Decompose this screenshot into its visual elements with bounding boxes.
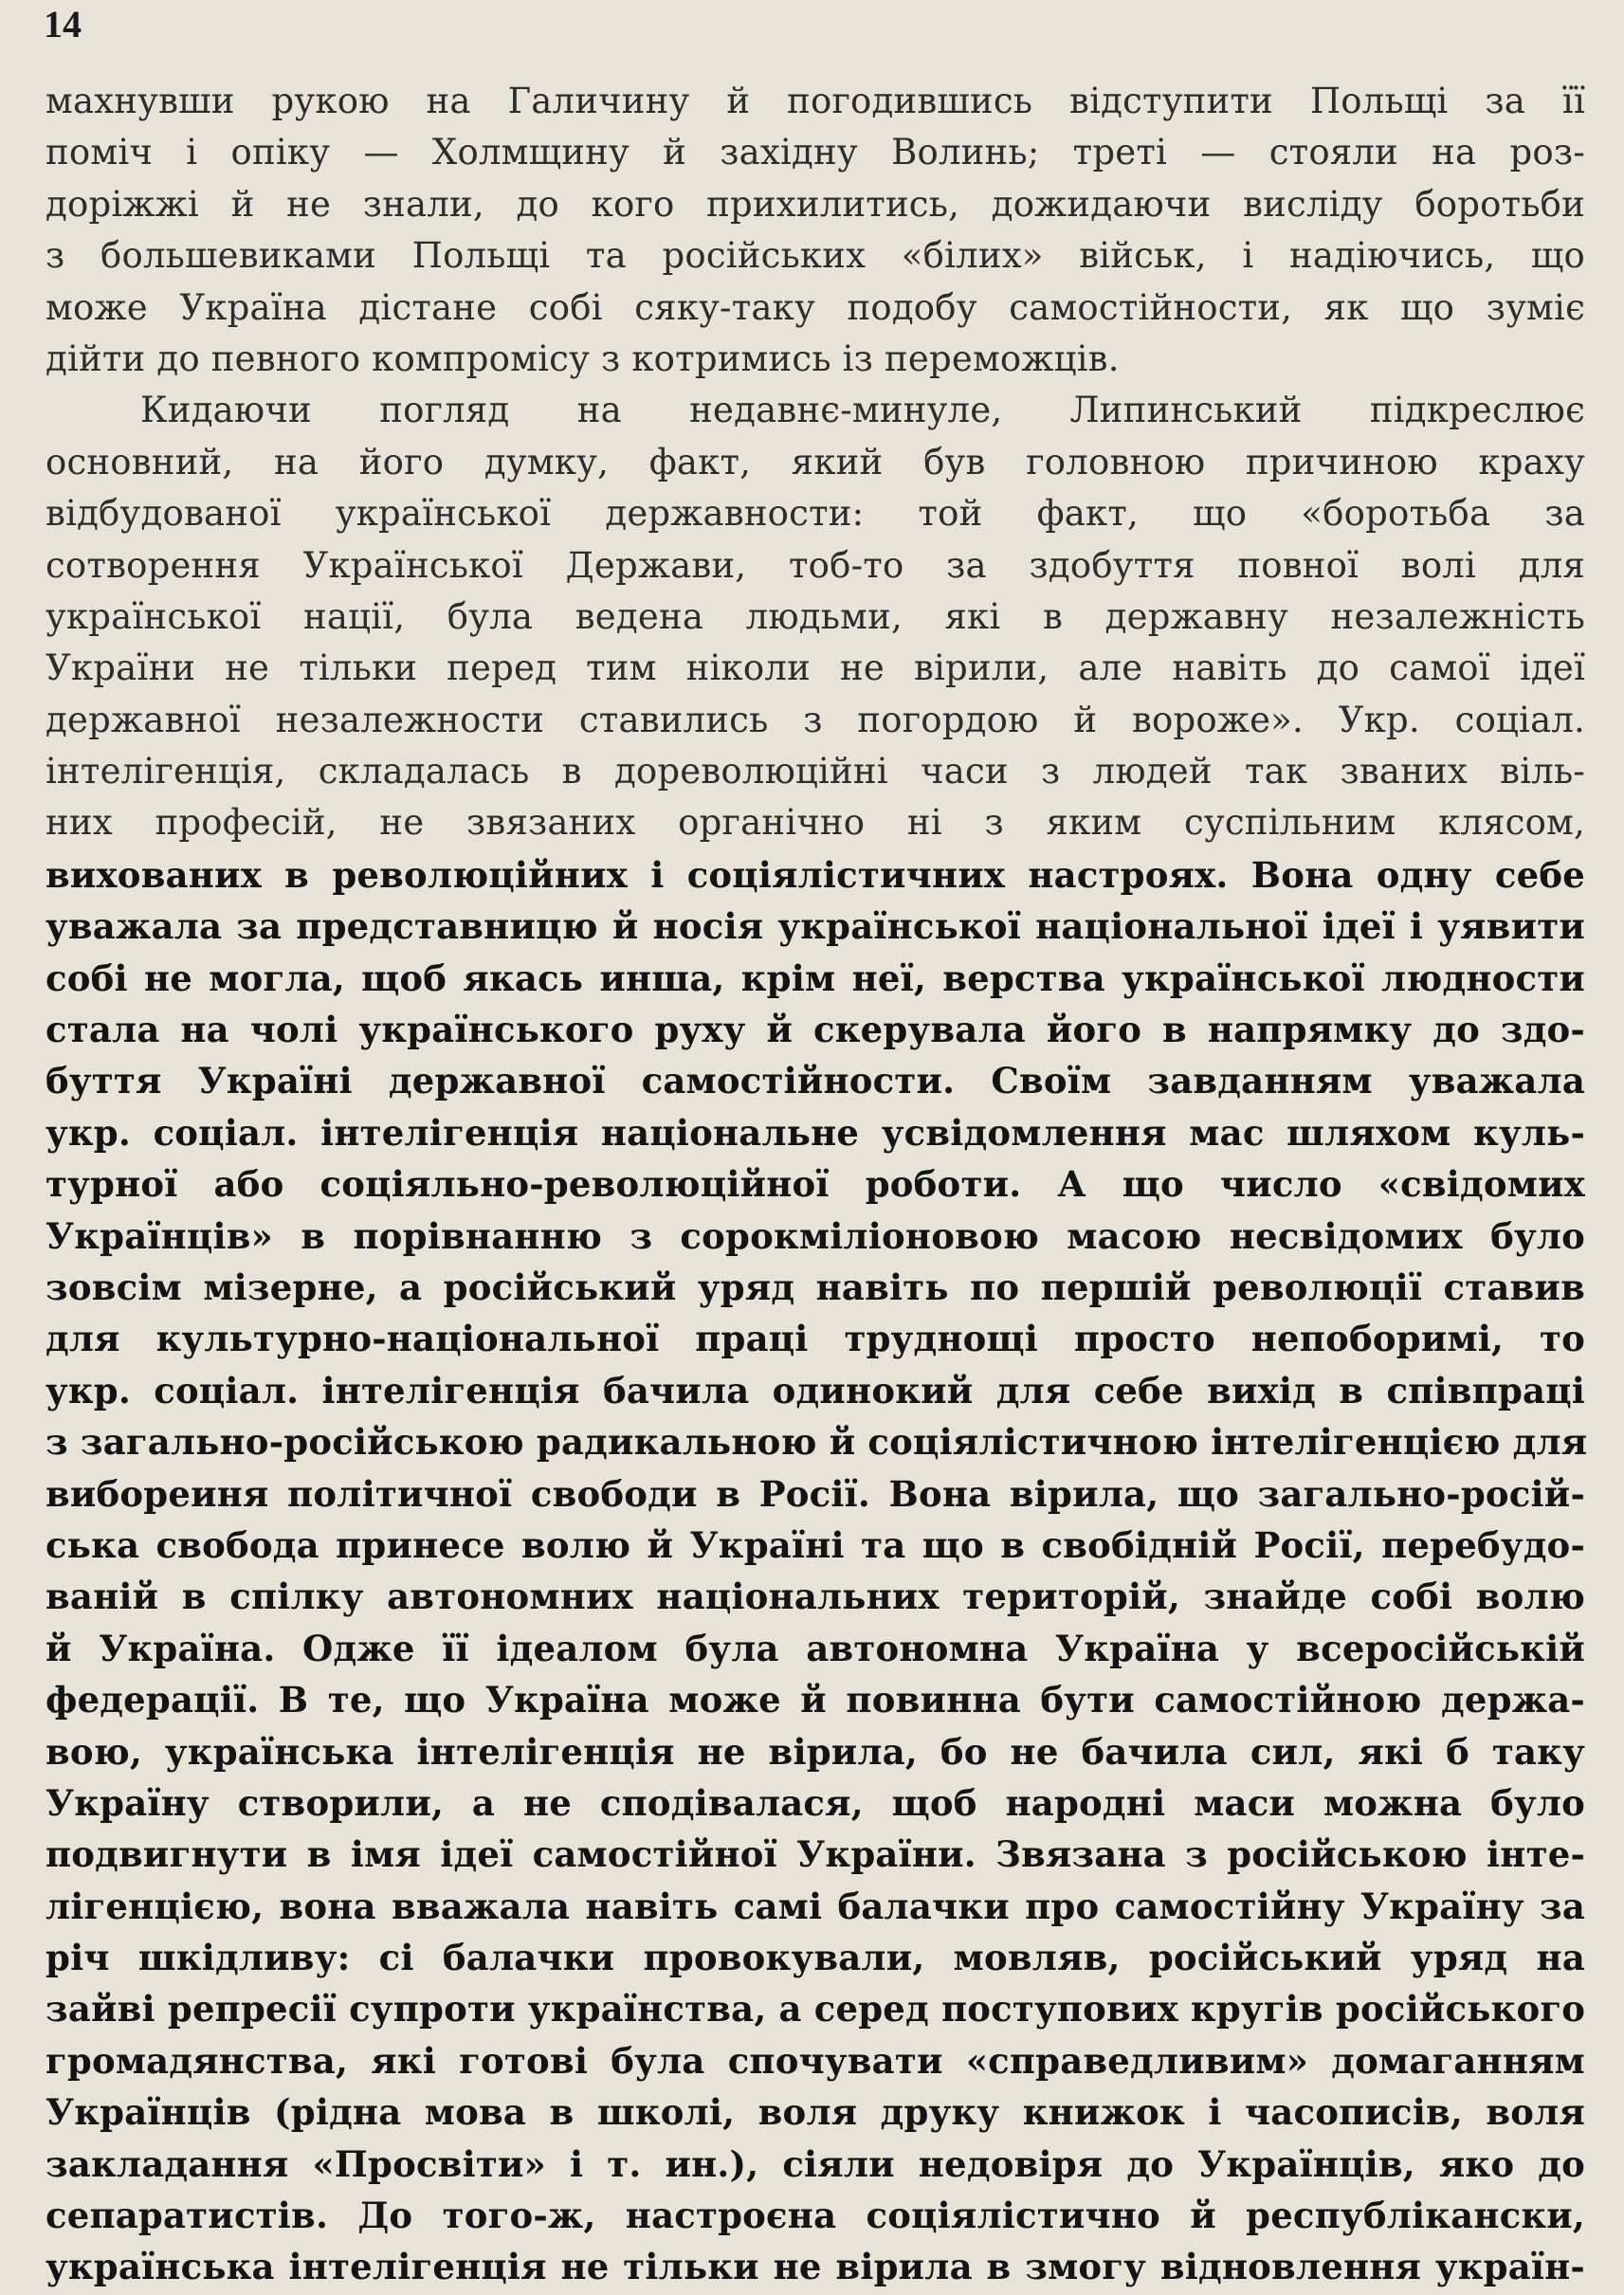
page-number: 14 bbox=[44, 3, 82, 46]
text-line: подвигнути в імя ідеї самостійної України. Звязана з російською інте- bbox=[46, 1833, 1585, 1876]
text-line: вою, українська інтелігенція не вірила, бо не бачила сил, які б таку bbox=[46, 1730, 1585, 1773]
text-line: укр. соціал. інтелігенція національне усвідомлення мас шляхом куль- bbox=[46, 1111, 1585, 1154]
text-line: з загально-російською радикальною й соціялістичною інтелігенцією для bbox=[46, 1421, 1588, 1464]
text-line: Україну створили, а не сподівалася, щоб народні маси можна було bbox=[46, 1781, 1585, 1824]
text-line: Кидаючи погляд на недавнє-минуле, Липинський підкреслює bbox=[140, 390, 1585, 431]
text-line: федерації. В те, що Україна може й повинна бути самостійною держа- bbox=[46, 1679, 1585, 1721]
text-line: закладання «Просвіти» і т. ин.), сіяли недовіря до Українців, яко до bbox=[46, 2142, 1585, 2185]
text-line: дійти до певного компромісу з котримись із переможців. bbox=[46, 337, 1120, 379]
text-line: ваній в спілку автономних національних територій, знайде собі волю bbox=[46, 1576, 1585, 1618]
text-line: Українців (рідна мова в школі, воля друку книжок і часописів, воля bbox=[46, 2091, 1585, 2134]
text-line: сотворення Української Держави, тоб-то за здобуття повної волі для bbox=[46, 544, 1585, 586]
text-line: українська інтелігенція не тільки не вірила в змогу відновлення україн- bbox=[46, 2246, 1585, 2288]
text-line: доріжжі й не знали, до кого прихилитись, дожидаючи висліду боротьби bbox=[46, 183, 1585, 225]
text-line: собі не могла, щоб якась инша, крім неї, верства української людности bbox=[46, 956, 1585, 999]
text-line: вибореиня політичної свободи в Росії. Вона вірила, що загально-росій- bbox=[46, 1472, 1585, 1515]
text-line: буття Україні державної самостійности. Своїм завданням уважала bbox=[46, 1060, 1585, 1102]
text-line: вихованих в революційних і соціялістичних настроях. Вона одну себе bbox=[46, 853, 1585, 896]
text-line: з большевиками Польщі та російських «білих» військ, і надіючись, що bbox=[46, 235, 1585, 277]
text-line: України не тільки перед тим ніколи не вірили, але навіть до самої ідеї bbox=[46, 647, 1585, 689]
text-line: лігенцією, вона вважала навіть самі балачки про самостійну Україну за bbox=[46, 1885, 1585, 1927]
text-line: уважала за представницю й носія української національної ідеї і уявити bbox=[46, 905, 1585, 948]
text-line: державної незалежности ставились з погордою й вороже». Укр. соціал. bbox=[46, 699, 1585, 740]
body-text bbox=[46, 76, 1588, 2293]
text-line: української нації, була ведена людьми, які в державну незалежність bbox=[46, 595, 1585, 637]
text-line: й Україна. Одже її ідеалом була автономна Україна у всеросійській bbox=[46, 1627, 1585, 1669]
text-line: Українців» в порівнанню з сорокміліоновою масою несвідомих було bbox=[46, 1214, 1585, 1257]
text-line: для культурно-національної праці труднощі просто непоборимі, то bbox=[46, 1318, 1585, 1360]
text-line: громадянства, які готові була спочувати «справедливим» домаганням bbox=[46, 2039, 1585, 2082]
text-line: річ шкідливу: сі балачки провокували, мовляв, російський уряд на bbox=[46, 1937, 1585, 1979]
text-line: укр. соціал. інтелігенція бачила одинокий для себе вихід в співпраці bbox=[46, 1369, 1585, 1412]
text-line: інтелігенція, складалась в дореволюційні часи з людей так званих віль- bbox=[46, 751, 1585, 792]
text-line: зовсім мізерне, а російський уряд навіть по першій революції ставив bbox=[46, 1266, 1585, 1308]
text-line: може Україна дістане собі сяку-таку подобу самостійности, як що зуміє bbox=[46, 286, 1585, 328]
text-line: поміч і опіку — Холмщину й західну Волинь; треті — стояли на роз- bbox=[46, 132, 1585, 173]
text-line: сепаратистів. До того-ж, настроєна соціялістично й республікански, bbox=[46, 2195, 1585, 2237]
text-line: них професій, не звязаних органічно ні з яким суспільним клясом, bbox=[46, 802, 1585, 844]
text-line: ська свобода принесе волю й Україні та що в свобідній Росії, перебудо- bbox=[46, 1523, 1585, 1566]
text-line: відбудованої української державности: той факт, що «боротьба за bbox=[46, 493, 1585, 535]
text-line: основний, на його думку, факт, який був головною причиною краху bbox=[46, 441, 1585, 483]
text-line: стала на чолі українського руху й скерувала його в напрямку до здо- bbox=[46, 1009, 1585, 1051]
text-line: турної або соціяльно-революційної роботи. А що число «свідомих bbox=[46, 1163, 1585, 1206]
text-line: махнувши рукою на Галичину й погодившись відступити Польщі за її bbox=[46, 81, 1585, 121]
text-line: зайві репресії супроти українства, а серед поступових кругів російського bbox=[46, 1988, 1586, 2031]
